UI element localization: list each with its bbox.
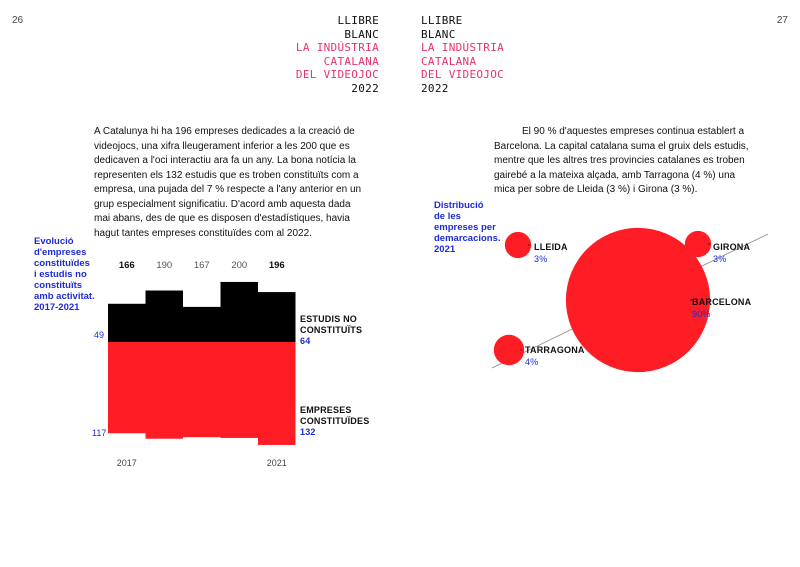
bubble-chart-title-line: de les bbox=[434, 211, 461, 222]
bar-chart-title-line: i estudis no bbox=[34, 269, 87, 280]
bar-category-label: 2021 bbox=[266, 458, 287, 468]
book-title-line: BLANC bbox=[344, 27, 379, 41]
bar-total-label: 196 bbox=[268, 260, 285, 271]
bubble-tarragona bbox=[494, 335, 524, 365]
bar-chart-title-line: amb activitat. bbox=[34, 291, 95, 302]
book-title-line: LLIBRE bbox=[337, 14, 379, 27]
label-tarragona-value: 4% bbox=[525, 357, 539, 367]
bar-total-label: 190 bbox=[156, 260, 173, 271]
legend-estudis-line: ESTUDIS NO bbox=[300, 314, 358, 324]
bubble-barcelona bbox=[566, 228, 710, 372]
bar-chart-title-line: constituïts bbox=[34, 280, 83, 291]
book-title-line: DEL VIDEOJOC bbox=[295, 68, 379, 82]
bar-chart-title-line: 2017-2021 bbox=[34, 302, 80, 313]
bubble-chart-title-line: Distribució bbox=[434, 200, 484, 211]
book-title-line: BLANC bbox=[421, 27, 456, 41]
bar-category-label: 2017 bbox=[116, 458, 137, 468]
bubble-chart-title-line: 2021 bbox=[434, 244, 456, 255]
bar-total-label: 167 bbox=[193, 260, 210, 271]
label-barcelona-name: BARCELONA bbox=[692, 297, 752, 307]
book-title-line: 2022 bbox=[351, 81, 379, 95]
first-black-label: 49 bbox=[94, 330, 105, 340]
label-girona-value: 3% bbox=[713, 254, 727, 264]
left-paragraph: A Catalunya hi ha 196 empreses dedicades a la creació de videojocs, una xifra lleugerament inferior a les 200 que es dedicaven a l'oci interactiu ara fa un any. La bona notícia la representen els 132 estudis que es troben constituïts com a empresa, una pujada del 7 % respecte a l'any anterior en un grup especialment significatiu. D'acord amb aquesta dada mai abans, des de que es disposen d'estadístiques, havia hagut tantes empreses constituïdes com al 2022. bbox=[94, 126, 362, 239]
label-lleida-value: 3% bbox=[534, 254, 548, 264]
book-title-line: LA INDÚSTRIA bbox=[421, 41, 505, 55]
book-title-line: 2022 bbox=[421, 81, 449, 95]
bubble-chart-title-line: empreses per bbox=[434, 222, 496, 233]
label-tarragona bbox=[525, 344, 585, 368]
book-title-line: CATALANA bbox=[421, 54, 477, 68]
label-girona bbox=[713, 241, 750, 265]
page-number-left: 26 bbox=[12, 15, 24, 26]
bar-chart-title-line: Evolució bbox=[34, 236, 74, 247]
book-title-line: LLIBRE bbox=[421, 14, 463, 27]
first-red-label: 117 bbox=[92, 428, 107, 438]
page-number-right: 27 bbox=[776, 15, 788, 26]
book-title-line: CATALANA bbox=[323, 54, 379, 68]
label-girona-name: GIRONA bbox=[713, 242, 751, 252]
right-paragraph: El 90 % d'aquestes empreses continua establert a Barcelona. La capital catalana suma el gruix dels estudis, mentre que les altres tres provincies catalanes es troben gairebé a la mateixa alçada, amb Tarragona (4 %) una mica per sobre de Lleida (3 %) i Girona (3 %). bbox=[494, 126, 749, 195]
label-lleida bbox=[534, 241, 568, 265]
legend-empreses-line: CONSTITUÏDES bbox=[300, 416, 370, 426]
bar-chart-title-line: constituïdes bbox=[34, 258, 90, 269]
legend-empreses-line: EMPRESES bbox=[300, 405, 352, 415]
label-lleida-name: LLEIDA bbox=[534, 242, 568, 252]
label-barcelona-value: 90% bbox=[692, 309, 711, 319]
bubble-lleida bbox=[505, 232, 531, 258]
bar-total-label: 166 bbox=[118, 260, 135, 271]
bar-total-label: 200 bbox=[231, 260, 248, 271]
label-barcelona bbox=[692, 296, 751, 320]
label-tarragona-name: TARRAGONA bbox=[525, 345, 585, 355]
legend-estudis-line: CONSTITUÏTS bbox=[300, 325, 363, 335]
legend-estudis-value: 64 bbox=[300, 336, 311, 346]
legend-empreses-value: 132 bbox=[300, 427, 316, 437]
bubble-chart-title-line: demarcacions. bbox=[434, 233, 501, 244]
bar-chart-title-line: d'empreses bbox=[34, 247, 87, 258]
book-title-line: LA INDÚSTRIA bbox=[295, 41, 379, 55]
book-title-line: DEL VIDEOJOC bbox=[421, 68, 505, 82]
